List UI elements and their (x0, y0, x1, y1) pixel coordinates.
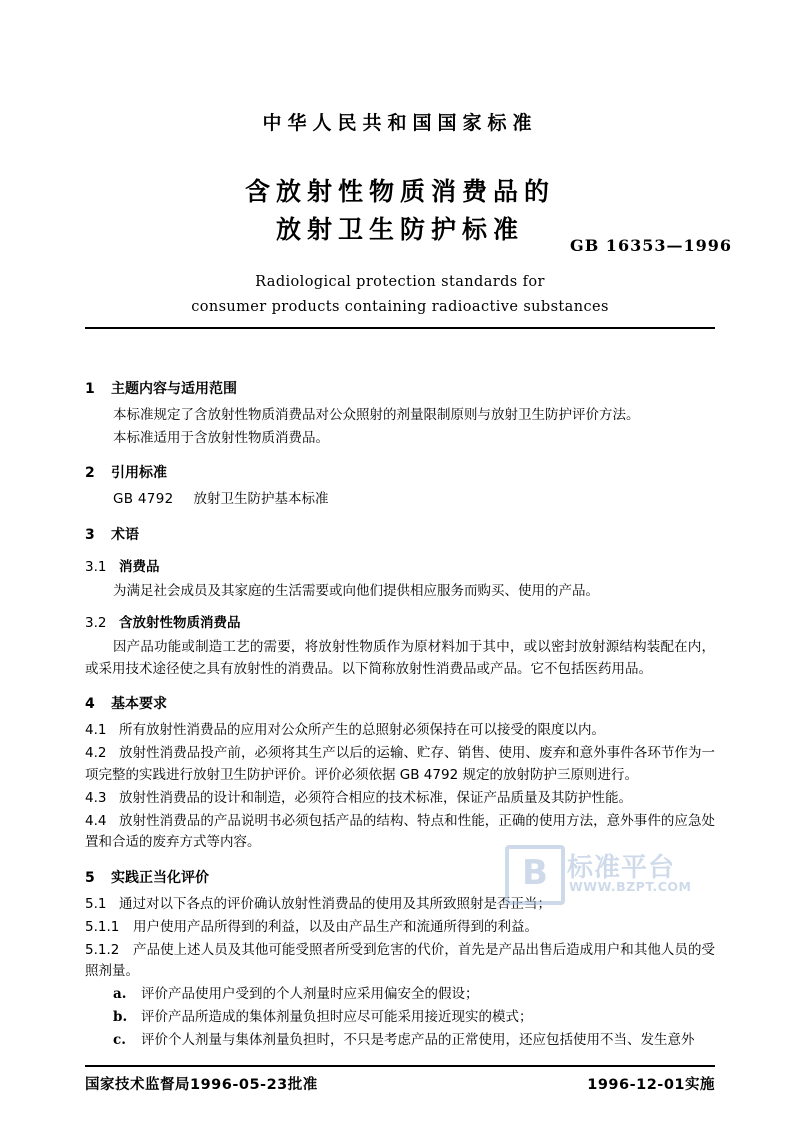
clause-5-1-2 (85, 940, 715, 984)
list-item-c (85, 1030, 715, 1052)
document-title-line-2: 放射卫生防护标准 (275, 214, 524, 244)
clause-number-4-1: 4.1 (85, 722, 107, 739)
clause-4-1 (85, 720, 715, 742)
footer-divider (85, 1065, 715, 1067)
clause-text-4-2: 放射性消费品投产前，必须将其生产以后的运输、贮存、销售、使用、废弃和意外事件各环节作为一项完整的实践进行放射卫生防护评价。评价必须依据 GB 4792 规定的放射防护三原则进行。 (85, 744, 715, 783)
clause-number-5-1: 5.1 (85, 895, 107, 912)
clause-text-4-1: 所有放射性消费品的应用对公众所产生的总照射必须保持在可以接受的限度以内。 (119, 722, 605, 739)
english-title (0, 270, 800, 321)
list-item-b (85, 1007, 715, 1029)
section-title-2: 引用标准 (111, 465, 167, 482)
clause-number-4-4: 4.4 (85, 812, 107, 829)
subsection-heading-3-2 (85, 613, 715, 635)
clause-text-4-4: 放射性消费品的产品说明书必须包括产品的结构、特点和性能，正确的使用方法，意外事件的应急处置和合适的废弃方式等内容。 (85, 812, 715, 851)
clause-5-1-1 (85, 917, 715, 939)
subsection-title-3-2: 含放射性物质消费品 (119, 614, 241, 631)
subsection-title-3-1: 消费品 (119, 559, 160, 576)
list-text-c: 评价个人剂量与集体剂量负担时，不只是考虑产品的正常使用，还应包括使用不当、发生意外 (141, 1032, 695, 1049)
subsection-number-3-1: 3.1 (85, 559, 107, 576)
section-number-5: 5 (85, 870, 95, 887)
clause-number-5-1-2: 5.1.2 (85, 941, 120, 958)
section-1-para-1: 本标准规定了含放射性物质消费品对公众照射的剂量限制原则与放射卫生防护评价方法。 (113, 406, 640, 423)
section-heading-4 (85, 693, 715, 716)
watermark-brand: 标准平台 (567, 853, 676, 883)
list-marker-c: c. (113, 1032, 126, 1049)
clause-4-3 (85, 788, 715, 810)
section-heading-2 (85, 462, 715, 485)
clause-text-5-1: 通过对以下各点的评价确认放射性消费品的使用及其所致照射是否正当； (119, 895, 551, 912)
english-title-line-1: Radiological protection standards for (255, 274, 545, 290)
section-heading-3 (85, 524, 715, 547)
section-number-2: 2 (85, 465, 95, 482)
document-footer (85, 1073, 715, 1094)
document-title-line-1: 含放射性物质消费品的 (244, 177, 555, 206)
document-body (85, 365, 715, 1052)
subsection-heading-3-1 (85, 557, 715, 579)
list-marker-b: b. (113, 1009, 128, 1026)
reference-standard-name: 放射卫生防护基本标准 (193, 491, 329, 508)
list-text-a: 评价产品使用户受到的个人剂量时应采用偏安全的假设； (141, 986, 479, 1003)
clause-number-4-2: 4.2 (85, 744, 107, 761)
effective-date: 1996-12-01实施 (587, 1077, 715, 1093)
clause-text-5-1-1: 用户使用产品所得到的利益，以及由产品生产和流通所得到的利益。 (133, 918, 538, 935)
document-header (0, 108, 800, 321)
section-title-3: 术语 (111, 527, 139, 544)
section-1-para-2: 本标准适用于含放射性物质消费品。 (113, 429, 329, 446)
header-divider (85, 327, 715, 329)
clause-text-5-1-2: 产品使上述人员及其他可能受照者所受到危害的代价，首先是产品出售后造成用户和其他人员的受照剂量。 (85, 941, 715, 980)
standard-org-title: 中华人民共和国国家标准 (262, 112, 538, 134)
list-marker-a: a. (113, 986, 127, 1003)
section-number-1: 1 (85, 381, 95, 397)
subsection-3-2-para: 因产品功能或制造工艺的需要，将放射性物质作为原材料加于其中，或以密封放射源结构装配在内，或采用技术途径使之具有放射性的消费品。以下简称放射性消费品或产品。它不包括医药用品。 (85, 638, 715, 677)
clause-number-4-3: 4.3 (85, 789, 107, 806)
clause-number-5-1-1: 5.1.1 (85, 918, 120, 935)
list-item-a (85, 984, 715, 1006)
reference-standard-code: GB 4792 (113, 491, 174, 508)
watermark-logo-icon: B (505, 845, 565, 905)
section-heading-1 (85, 378, 715, 401)
subsection-3-1-para: 为满足社会成员及其家庭的生活需要或向他们提供相应服务而购买、使用的产品。 (113, 582, 599, 599)
title-block (0, 173, 800, 255)
section-heading-5 (85, 867, 715, 890)
section-number-3: 3 (85, 527, 95, 544)
clause-4-4 (85, 811, 715, 855)
section-title-5: 实践正当化评价 (111, 870, 209, 887)
clause-4-2 (85, 743, 715, 787)
clause-text-4-3: 放射性消费品的设计和制造，必须符合相应的技术标准，保证产品质量及其防护性能。 (119, 789, 632, 806)
reference-standard-line (85, 489, 715, 511)
section-title-1: 主题内容与适用范围 (111, 381, 237, 397)
list-text-b: 评价产品所造成的集体剂量负担时应尽可能采用接近现实的模式； (141, 1009, 533, 1026)
section-title-4: 基本要求 (111, 696, 167, 713)
watermark-url: WWW.BZPT.COM (569, 879, 692, 894)
english-title-line-2: consumer products containing radioactive substances (191, 299, 609, 316)
clause-5-1 (85, 894, 715, 916)
subsection-number-3-2: 3.2 (85, 614, 107, 631)
approval-info: 国家技术监督局1996-05-23批准 (85, 1077, 318, 1093)
standard-code: GB 16353—1996 (570, 236, 732, 255)
section-number-4: 4 (85, 696, 95, 713)
